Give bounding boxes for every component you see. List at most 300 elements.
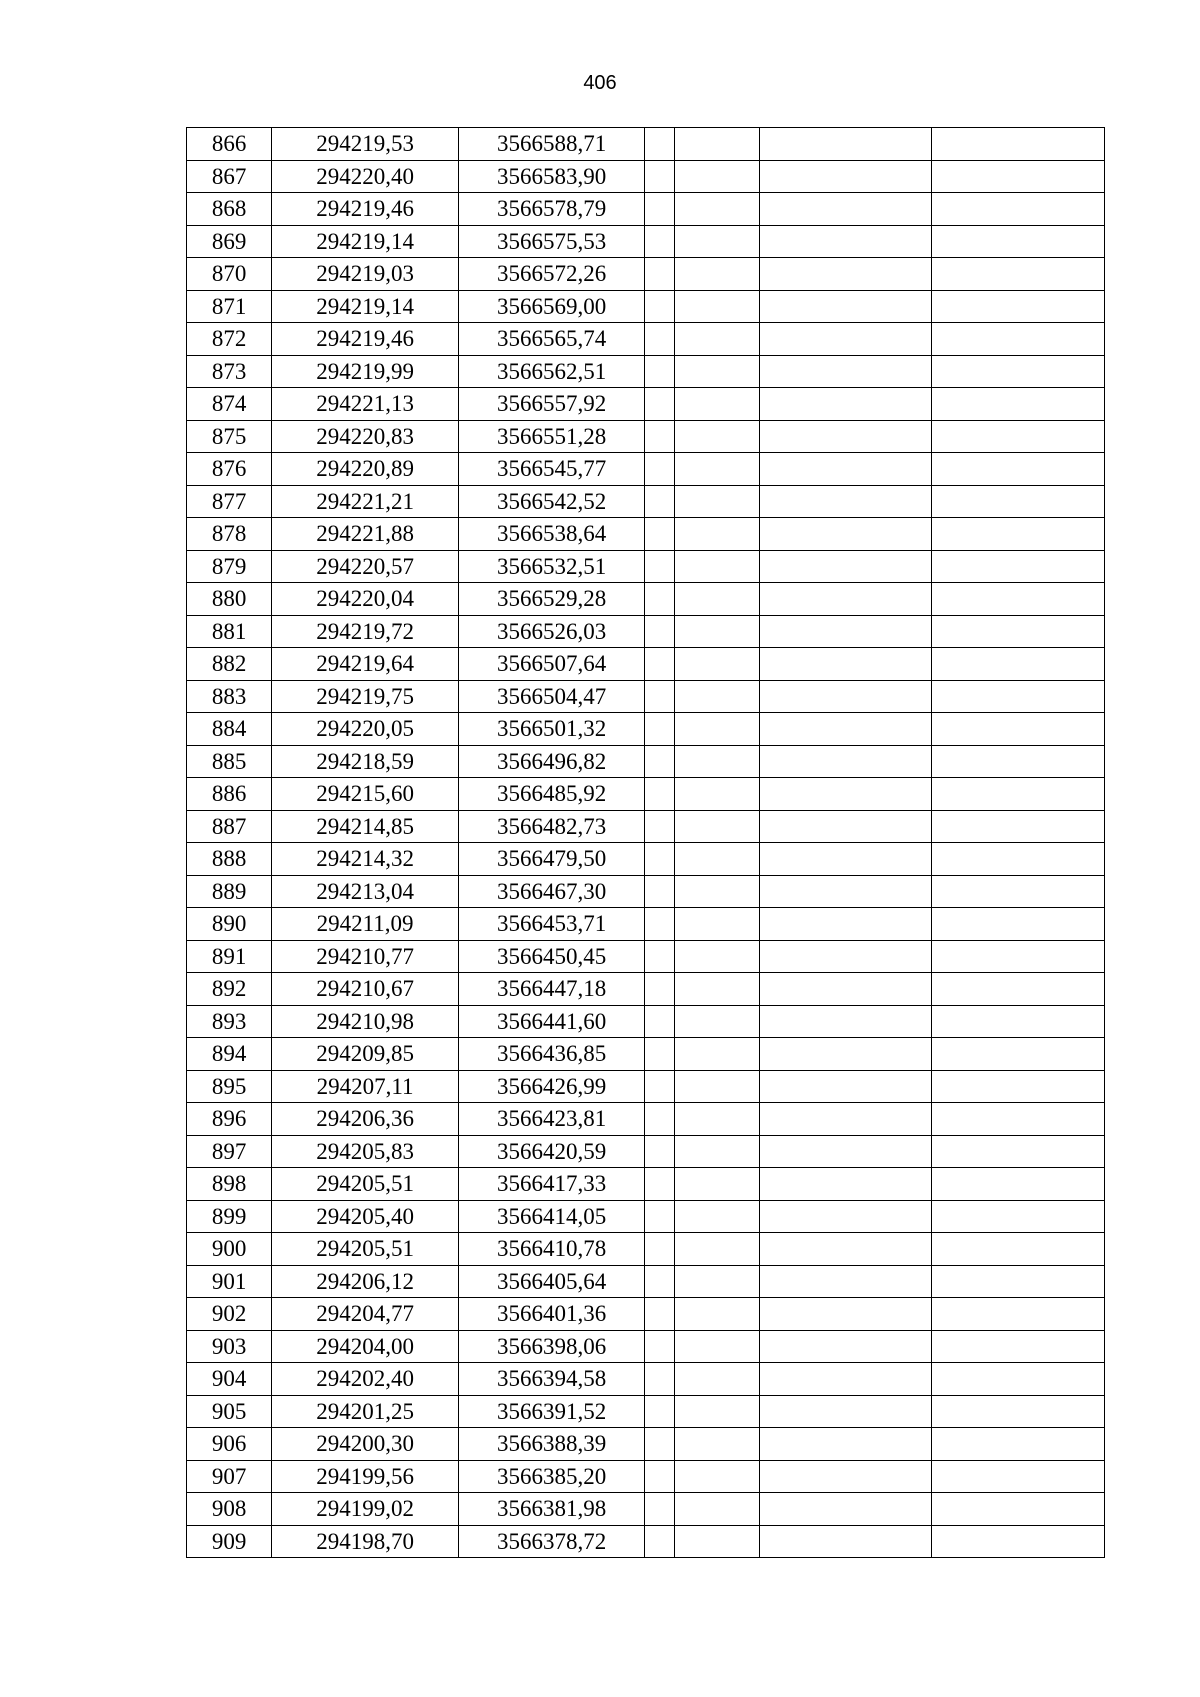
empty-cell — [645, 1525, 674, 1558]
empty-cell — [932, 160, 1105, 193]
y-coordinate-cell: 3566507,64 — [458, 648, 645, 681]
empty-cell — [645, 680, 674, 713]
empty-cell — [674, 518, 759, 551]
x-coordinate-cell: 294202,40 — [272, 1363, 459, 1396]
x-coordinate-cell: 294205,83 — [272, 1135, 459, 1168]
table-row — [187, 388, 1105, 421]
empty-cell — [674, 128, 759, 161]
point-number-cell: 866 — [187, 128, 272, 161]
empty-cell — [932, 648, 1105, 681]
table-row — [187, 875, 1105, 908]
empty-cell — [759, 388, 932, 421]
empty-cell — [674, 1070, 759, 1103]
empty-cell — [645, 810, 674, 843]
empty-cell — [759, 355, 932, 388]
point-number-cell: 899 — [187, 1200, 272, 1233]
empty-cell — [932, 1233, 1105, 1266]
table-row — [187, 1395, 1105, 1428]
point-number-cell: 870 — [187, 258, 272, 291]
empty-cell — [645, 1005, 674, 1038]
empty-cell — [932, 420, 1105, 453]
table-row — [187, 843, 1105, 876]
empty-cell — [674, 258, 759, 291]
x-coordinate-cell: 294221,88 — [272, 518, 459, 551]
table-row — [187, 355, 1105, 388]
table-row — [187, 323, 1105, 356]
empty-cell — [932, 875, 1105, 908]
empty-cell — [932, 1493, 1105, 1526]
empty-cell — [645, 1493, 674, 1526]
y-coordinate-cell: 3566388,39 — [458, 1428, 645, 1461]
empty-cell — [759, 745, 932, 778]
empty-cell — [674, 1298, 759, 1331]
empty-cell — [759, 778, 932, 811]
empty-cell — [674, 355, 759, 388]
point-number-cell: 891 — [187, 940, 272, 973]
empty-cell — [759, 908, 932, 941]
point-number-cell: 884 — [187, 713, 272, 746]
y-coordinate-cell: 3566538,64 — [458, 518, 645, 551]
empty-cell — [645, 583, 674, 616]
empty-cell — [932, 1038, 1105, 1071]
empty-cell — [674, 713, 759, 746]
table-row — [187, 1070, 1105, 1103]
empty-cell — [645, 1395, 674, 1428]
empty-cell — [674, 453, 759, 486]
x-coordinate-cell: 294205,51 — [272, 1233, 459, 1266]
table-row — [187, 518, 1105, 551]
empty-cell — [674, 323, 759, 356]
empty-cell — [932, 778, 1105, 811]
page-number: 406 — [583, 72, 617, 94]
empty-cell — [759, 193, 932, 226]
empty-cell — [645, 648, 674, 681]
table-row — [187, 1200, 1105, 1233]
point-number-cell: 908 — [187, 1493, 272, 1526]
empty-cell — [932, 908, 1105, 941]
empty-cell — [645, 1200, 674, 1233]
point-number-cell: 889 — [187, 875, 272, 908]
y-coordinate-cell: 3566496,82 — [458, 745, 645, 778]
empty-cell — [674, 1233, 759, 1266]
x-coordinate-cell: 294214,85 — [272, 810, 459, 843]
y-coordinate-cell: 3566532,51 — [458, 550, 645, 583]
point-number-cell: 873 — [187, 355, 272, 388]
empty-cell — [759, 1005, 932, 1038]
point-number-cell: 869 — [187, 225, 272, 258]
x-coordinate-cell: 294221,21 — [272, 485, 459, 518]
table-row — [187, 485, 1105, 518]
empty-cell — [645, 908, 674, 941]
empty-cell — [674, 875, 759, 908]
point-number-cell: 887 — [187, 810, 272, 843]
empty-cell — [932, 843, 1105, 876]
point-number-cell: 885 — [187, 745, 272, 778]
table-row — [187, 745, 1105, 778]
y-coordinate-cell: 3566551,28 — [458, 420, 645, 453]
empty-cell — [645, 615, 674, 648]
empty-cell — [759, 615, 932, 648]
point-number-cell: 893 — [187, 1005, 272, 1038]
empty-cell — [759, 1265, 932, 1298]
x-coordinate-cell: 294219,99 — [272, 355, 459, 388]
y-coordinate-cell: 3566417,33 — [458, 1168, 645, 1201]
empty-cell — [674, 1103, 759, 1136]
empty-cell — [645, 323, 674, 356]
x-coordinate-cell: 294219,14 — [272, 290, 459, 323]
empty-cell — [932, 193, 1105, 226]
table-row — [187, 290, 1105, 323]
empty-cell — [759, 1038, 932, 1071]
y-coordinate-cell: 3566414,05 — [458, 1200, 645, 1233]
empty-cell — [759, 485, 932, 518]
empty-cell — [674, 778, 759, 811]
point-number-cell: 881 — [187, 615, 272, 648]
x-coordinate-cell: 294218,59 — [272, 745, 459, 778]
empty-cell — [674, 388, 759, 421]
table-row — [187, 550, 1105, 583]
empty-cell — [645, 1265, 674, 1298]
table-row — [187, 680, 1105, 713]
coordinates-table — [186, 127, 1105, 1558]
x-coordinate-cell: 294219,64 — [272, 648, 459, 681]
empty-cell — [674, 550, 759, 583]
table-row — [187, 1135, 1105, 1168]
y-coordinate-cell: 3566557,92 — [458, 388, 645, 421]
point-number-cell: 904 — [187, 1363, 272, 1396]
point-number-cell: 882 — [187, 648, 272, 681]
empty-cell — [645, 1330, 674, 1363]
x-coordinate-cell: 294214,32 — [272, 843, 459, 876]
y-coordinate-cell: 3566391,52 — [458, 1395, 645, 1428]
point-number-cell: 883 — [187, 680, 272, 713]
empty-cell — [932, 258, 1105, 291]
empty-cell — [759, 1428, 932, 1461]
point-number-cell: 895 — [187, 1070, 272, 1103]
empty-cell — [645, 1038, 674, 1071]
empty-cell — [674, 193, 759, 226]
empty-cell — [674, 940, 759, 973]
x-coordinate-cell: 294215,60 — [272, 778, 459, 811]
y-coordinate-cell: 3566401,36 — [458, 1298, 645, 1331]
x-coordinate-cell: 294206,36 — [272, 1103, 459, 1136]
y-coordinate-cell: 3566562,51 — [458, 355, 645, 388]
empty-cell — [645, 258, 674, 291]
empty-cell — [674, 1395, 759, 1428]
empty-cell — [759, 258, 932, 291]
empty-cell — [759, 583, 932, 616]
point-number-cell: 901 — [187, 1265, 272, 1298]
x-coordinate-cell: 294210,98 — [272, 1005, 459, 1038]
empty-cell — [645, 1070, 674, 1103]
x-coordinate-cell: 294221,13 — [272, 388, 459, 421]
empty-cell — [932, 583, 1105, 616]
table-row — [187, 583, 1105, 616]
y-coordinate-cell: 3566378,72 — [458, 1525, 645, 1558]
empty-cell — [674, 1135, 759, 1168]
empty-cell — [674, 225, 759, 258]
table-row — [187, 1525, 1105, 1558]
y-coordinate-cell: 3566588,71 — [458, 128, 645, 161]
y-coordinate-cell: 3566410,78 — [458, 1233, 645, 1266]
empty-cell — [932, 225, 1105, 258]
table-row — [187, 1428, 1105, 1461]
empty-cell — [932, 355, 1105, 388]
table-row — [187, 1103, 1105, 1136]
table-row — [187, 648, 1105, 681]
empty-cell — [645, 1233, 674, 1266]
table-row — [187, 453, 1105, 486]
empty-cell — [932, 1330, 1105, 1363]
empty-cell — [674, 1493, 759, 1526]
empty-cell — [674, 648, 759, 681]
empty-cell — [645, 420, 674, 453]
empty-cell — [674, 973, 759, 1006]
x-coordinate-cell: 294207,11 — [272, 1070, 459, 1103]
empty-cell — [932, 1005, 1105, 1038]
empty-cell — [645, 1103, 674, 1136]
empty-cell — [674, 1200, 759, 1233]
table-row — [187, 1233, 1105, 1266]
empty-cell — [932, 810, 1105, 843]
empty-cell — [932, 1428, 1105, 1461]
y-coordinate-cell: 3566426,99 — [458, 1070, 645, 1103]
point-number-cell: 888 — [187, 843, 272, 876]
empty-cell — [674, 1168, 759, 1201]
table-row — [187, 1363, 1105, 1396]
empty-cell — [759, 680, 932, 713]
empty-cell — [759, 518, 932, 551]
empty-cell — [674, 160, 759, 193]
x-coordinate-cell: 294213,04 — [272, 875, 459, 908]
empty-cell — [932, 323, 1105, 356]
y-coordinate-cell: 3566385,20 — [458, 1460, 645, 1493]
y-coordinate-cell: 3566485,92 — [458, 778, 645, 811]
empty-cell — [932, 128, 1105, 161]
table-row — [187, 940, 1105, 973]
empty-cell — [932, 1168, 1105, 1201]
y-coordinate-cell: 3566542,52 — [458, 485, 645, 518]
empty-cell — [759, 225, 932, 258]
empty-cell — [674, 1525, 759, 1558]
table-row — [187, 1265, 1105, 1298]
point-number-cell: 886 — [187, 778, 272, 811]
empty-cell — [674, 290, 759, 323]
table-row — [187, 713, 1105, 746]
table-row — [187, 160, 1105, 193]
empty-cell — [674, 680, 759, 713]
point-number-cell: 874 — [187, 388, 272, 421]
point-number-cell: 905 — [187, 1395, 272, 1428]
table-row — [187, 258, 1105, 291]
empty-cell — [759, 875, 932, 908]
x-coordinate-cell: 294219,03 — [272, 258, 459, 291]
empty-cell — [759, 323, 932, 356]
empty-cell — [759, 128, 932, 161]
point-number-cell: 898 — [187, 1168, 272, 1201]
x-coordinate-cell: 294220,05 — [272, 713, 459, 746]
empty-cell — [645, 1298, 674, 1331]
x-coordinate-cell: 294219,14 — [272, 225, 459, 258]
empty-cell — [932, 680, 1105, 713]
empty-cell — [645, 940, 674, 973]
x-coordinate-cell: 294201,25 — [272, 1395, 459, 1428]
y-coordinate-cell: 3566583,90 — [458, 160, 645, 193]
empty-cell — [932, 550, 1105, 583]
y-coordinate-cell: 3566423,81 — [458, 1103, 645, 1136]
empty-cell — [674, 1428, 759, 1461]
y-coordinate-cell: 3566394,58 — [458, 1363, 645, 1396]
y-coordinate-cell: 3566529,28 — [458, 583, 645, 616]
empty-cell — [674, 810, 759, 843]
empty-cell — [645, 290, 674, 323]
empty-cell — [932, 1298, 1105, 1331]
x-coordinate-cell: 294210,67 — [272, 973, 459, 1006]
point-number-cell: 907 — [187, 1460, 272, 1493]
empty-cell — [645, 518, 674, 551]
x-coordinate-cell: 294210,77 — [272, 940, 459, 973]
empty-cell — [759, 940, 932, 973]
empty-cell — [674, 1460, 759, 1493]
table-row — [187, 1038, 1105, 1071]
point-number-cell: 903 — [187, 1330, 272, 1363]
y-coordinate-cell: 3566398,06 — [458, 1330, 645, 1363]
empty-cell — [674, 1363, 759, 1396]
point-number-cell: 879 — [187, 550, 272, 583]
empty-cell — [932, 940, 1105, 973]
table-row — [187, 420, 1105, 453]
empty-cell — [932, 615, 1105, 648]
y-coordinate-cell: 3566447,18 — [458, 973, 645, 1006]
x-coordinate-cell: 294219,46 — [272, 323, 459, 356]
table-row — [187, 1005, 1105, 1038]
table-row — [187, 908, 1105, 941]
empty-cell — [759, 160, 932, 193]
table-row — [187, 810, 1105, 843]
empty-cell — [932, 1363, 1105, 1396]
empty-cell — [932, 1525, 1105, 1558]
y-coordinate-cell: 3566450,45 — [458, 940, 645, 973]
empty-cell — [645, 1428, 674, 1461]
empty-cell — [674, 420, 759, 453]
empty-cell — [932, 973, 1105, 1006]
empty-cell — [932, 1395, 1105, 1428]
empty-cell — [674, 1005, 759, 1038]
point-number-cell: 894 — [187, 1038, 272, 1071]
point-number-cell: 875 — [187, 420, 272, 453]
point-number-cell: 892 — [187, 973, 272, 1006]
x-coordinate-cell: 294204,00 — [272, 1330, 459, 1363]
empty-cell — [759, 713, 932, 746]
empty-cell — [674, 485, 759, 518]
table-row — [187, 1298, 1105, 1331]
empty-cell — [759, 1298, 932, 1331]
x-coordinate-cell: 294205,40 — [272, 1200, 459, 1233]
empty-cell — [759, 1233, 932, 1266]
empty-cell — [759, 1395, 932, 1428]
empty-cell — [645, 128, 674, 161]
empty-cell — [645, 843, 674, 876]
empty-cell — [645, 453, 674, 486]
point-number-cell: 890 — [187, 908, 272, 941]
point-number-cell: 876 — [187, 453, 272, 486]
empty-cell — [932, 1265, 1105, 1298]
empty-cell — [645, 225, 674, 258]
table-row — [187, 615, 1105, 648]
empty-cell — [759, 810, 932, 843]
table-row — [187, 128, 1105, 161]
point-number-cell: 877 — [187, 485, 272, 518]
table-row — [187, 1460, 1105, 1493]
x-coordinate-cell: 294220,83 — [272, 420, 459, 453]
point-number-cell: 896 — [187, 1103, 272, 1136]
x-coordinate-cell: 294220,40 — [272, 160, 459, 193]
empty-cell — [645, 778, 674, 811]
empty-cell — [759, 1525, 932, 1558]
x-coordinate-cell: 294209,85 — [272, 1038, 459, 1071]
y-coordinate-cell: 3566578,79 — [458, 193, 645, 226]
point-number-cell: 900 — [187, 1233, 272, 1266]
empty-cell — [645, 713, 674, 746]
y-coordinate-cell: 3566453,71 — [458, 908, 645, 941]
empty-cell — [645, 1460, 674, 1493]
empty-cell — [759, 1168, 932, 1201]
empty-cell — [674, 843, 759, 876]
point-number-cell: 878 — [187, 518, 272, 551]
empty-cell — [759, 843, 932, 876]
y-coordinate-cell: 3566572,26 — [458, 258, 645, 291]
point-number-cell: 897 — [187, 1135, 272, 1168]
empty-cell — [645, 1135, 674, 1168]
empty-cell — [932, 1070, 1105, 1103]
empty-cell — [932, 453, 1105, 486]
y-coordinate-cell: 3566479,50 — [458, 843, 645, 876]
empty-cell — [645, 388, 674, 421]
y-coordinate-cell: 3566441,60 — [458, 1005, 645, 1038]
x-coordinate-cell: 294219,46 — [272, 193, 459, 226]
empty-cell — [759, 290, 932, 323]
table-row — [187, 1493, 1105, 1526]
empty-cell — [932, 518, 1105, 551]
point-number-cell: 867 — [187, 160, 272, 193]
y-coordinate-cell: 3566501,32 — [458, 713, 645, 746]
y-coordinate-cell: 3566482,73 — [458, 810, 645, 843]
empty-cell — [674, 908, 759, 941]
table-body — [187, 128, 1105, 1558]
empty-cell — [674, 745, 759, 778]
empty-cell — [932, 713, 1105, 746]
x-coordinate-cell: 294220,89 — [272, 453, 459, 486]
x-coordinate-cell: 294199,56 — [272, 1460, 459, 1493]
point-number-cell: 906 — [187, 1428, 272, 1461]
y-coordinate-cell: 3566381,98 — [458, 1493, 645, 1526]
y-coordinate-cell: 3566545,77 — [458, 453, 645, 486]
x-coordinate-cell: 294199,02 — [272, 1493, 459, 1526]
empty-cell — [759, 453, 932, 486]
empty-cell — [645, 355, 674, 388]
empty-cell — [645, 193, 674, 226]
empty-cell — [759, 1200, 932, 1233]
empty-cell — [932, 290, 1105, 323]
empty-cell — [645, 973, 674, 1006]
y-coordinate-cell: 3566565,74 — [458, 323, 645, 356]
empty-cell — [674, 615, 759, 648]
empty-cell — [674, 1038, 759, 1071]
empty-cell — [674, 1265, 759, 1298]
table-row — [187, 778, 1105, 811]
y-coordinate-cell: 3566436,85 — [458, 1038, 645, 1071]
y-coordinate-cell: 3566405,64 — [458, 1265, 645, 1298]
